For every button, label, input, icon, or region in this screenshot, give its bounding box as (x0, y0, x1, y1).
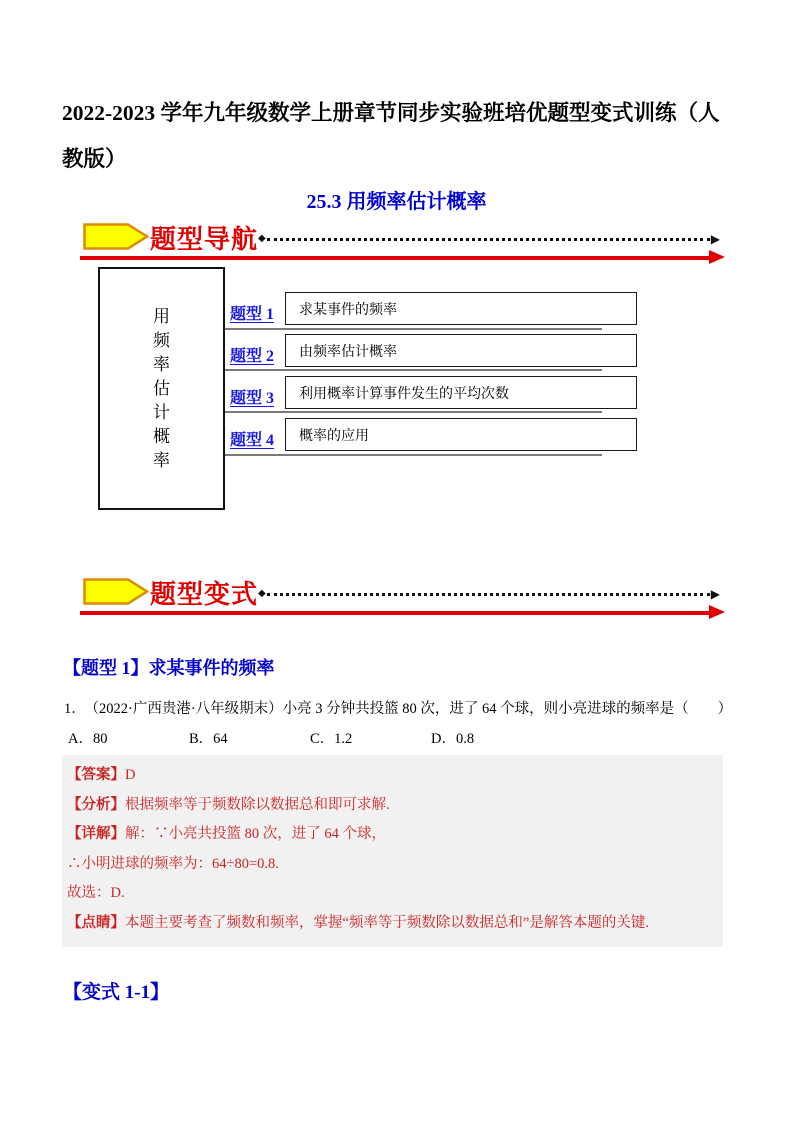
answer-line: 【答案】D (67, 767, 136, 783)
options-row (68, 727, 688, 748)
remark-line: 【点睛】本题主要考查了频数和频率，掌握“频率等于频数除以数据总和”是解答本题的关键. (67, 914, 649, 931)
banner-topic-nav (80, 223, 728, 265)
answer-block (62, 755, 723, 947)
option-a: A．80 (68, 731, 108, 747)
banner-topic-variants (80, 578, 728, 620)
chapter-title: 25.3 用频率估计概率 (306, 191, 487, 213)
topic-map-row-1 (225, 292, 602, 330)
topic-map-text-4: 概率的应用 (299, 428, 369, 444)
topic-map-row-3 (225, 376, 602, 413)
doc-title: 2022-2023 学年九年级数学上册章节同步实验班培优题型变式训练（人教版） (62, 101, 720, 171)
banner-label: 题型变式 (150, 580, 259, 609)
banner-label: 题型导航 (150, 225, 259, 254)
banner-pentagon-icon (83, 578, 149, 605)
diamond-icon: ◆ (258, 588, 266, 599)
dotted-connector (258, 584, 720, 604)
topic-map-box-1 (285, 292, 637, 325)
topic-map-text-2: 由频率估计概率 (299, 344, 397, 360)
solution-line: 【详解】解：∵小亮共投篮 80 次，进了 64 个球， (67, 826, 386, 843)
topic-map-text-1: 求某事件的频率 (299, 302, 397, 318)
diamond-icon: ◆ (258, 233, 266, 244)
dotted-line (267, 593, 710, 596)
question-1 (64, 697, 784, 718)
topic-map-root-label: 用频率估计概率 (153, 306, 170, 470)
dotted-connector (258, 229, 720, 249)
question-number: 1． (64, 701, 86, 717)
topic-map-label-3: 题型 3 (230, 390, 275, 407)
topic-map-box-4 (285, 418, 637, 451)
topic-map-box-2 (285, 334, 637, 367)
topic-map-label-1: 题型 1 (230, 306, 275, 323)
arrowhead-icon: ▶ (710, 587, 720, 601)
topic-map-text-3: 利用概率计算事件发生的平均次数 (299, 386, 509, 402)
topic1-heading: 【题型 1】求某事件的频率 (63, 658, 275, 678)
banner-pentagon-icon (83, 223, 149, 250)
option-b: B．64 (189, 731, 228, 747)
topic-map-box-3 (285, 376, 637, 409)
option-c: C．1.2 (310, 731, 353, 747)
topic-map-label-4: 题型 4 (230, 432, 275, 449)
dotted-line (267, 238, 710, 241)
topic-map-row-4 (225, 418, 602, 456)
red-arrowhead-icon (709, 605, 725, 619)
solution-line: ∴小明进球的频率为：64÷80=0.8. (67, 855, 279, 872)
red-arrowhead-icon (709, 250, 725, 264)
topic-map-row-2 (225, 334, 602, 371)
arrowhead-icon: ▶ (710, 232, 720, 246)
analysis-line: 【分析】根据频率等于频数除以数据总和即可求解. (67, 796, 390, 813)
option-d: D．0.8 (431, 731, 475, 747)
conclusion-line: 故选：D. (67, 885, 125, 902)
variant-heading: 【变式 1-1】 (63, 982, 170, 1003)
red-arrow-line (80, 256, 710, 260)
question-stem: （2022·广西贵港·八年级期末）小亮 3 分钟共投篮 80 次，进了 64 个球，则小亮进球的频率是（ ） (91, 701, 733, 717)
topic-map-root-box (98, 267, 225, 510)
red-arrow-line (80, 611, 710, 615)
topic-map-label-2: 题型 2 (230, 348, 275, 365)
